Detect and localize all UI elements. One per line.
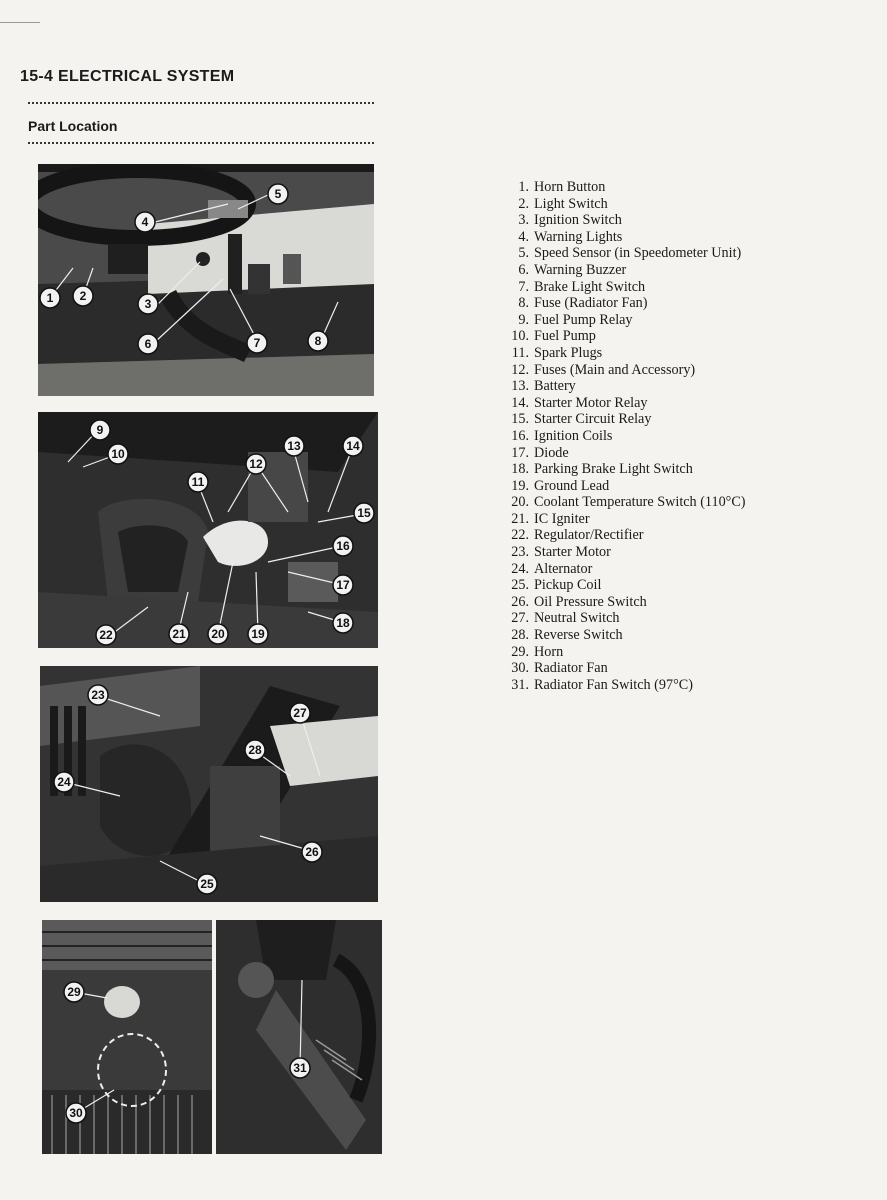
legend-number: 30. bbox=[511, 660, 529, 677]
legend-number: 16. bbox=[511, 427, 529, 444]
legend-number: 14. bbox=[511, 394, 529, 411]
callout-19 bbox=[248, 624, 268, 644]
callout-3 bbox=[138, 294, 158, 314]
legend-item bbox=[504, 312, 746, 329]
legend-label: Starter Circuit Relay bbox=[534, 411, 652, 428]
legend-item bbox=[504, 445, 746, 462]
photo-engine-side bbox=[40, 666, 378, 902]
legend-number: 26. bbox=[511, 593, 529, 610]
legend-item bbox=[504, 411, 746, 428]
legend-item bbox=[504, 295, 746, 312]
legend-label: Fuse (Radiator Fan) bbox=[534, 295, 648, 312]
legend-item bbox=[504, 494, 746, 511]
legend-label: Parking Brake Light Switch bbox=[534, 461, 693, 478]
legend-item bbox=[504, 196, 746, 213]
legend-number: 5. bbox=[518, 245, 529, 262]
legend-number: 20. bbox=[511, 494, 529, 511]
legend-label: Oil Pressure Switch bbox=[534, 593, 647, 610]
legend-number: 31. bbox=[511, 676, 529, 693]
callout-8 bbox=[308, 331, 328, 351]
legend-label: Warning Buzzer bbox=[534, 261, 627, 278]
svg-text:15: 15 bbox=[357, 506, 371, 520]
legend-number: 22. bbox=[511, 527, 529, 544]
photo-dashboard bbox=[38, 164, 374, 396]
legend-label: IC Igniter bbox=[534, 510, 590, 527]
legend-item bbox=[504, 660, 746, 677]
legend-item bbox=[504, 179, 746, 196]
legend-item bbox=[504, 610, 746, 627]
legend-number: 27. bbox=[511, 610, 529, 627]
svg-text:24: 24 bbox=[57, 775, 71, 789]
callout-18 bbox=[333, 613, 353, 633]
photo-engine-top bbox=[38, 412, 378, 648]
svg-text:19: 19 bbox=[251, 627, 265, 641]
svg-text:2: 2 bbox=[79, 289, 87, 303]
legend-label: Light Switch bbox=[534, 195, 608, 212]
legend-label: Horn Button bbox=[534, 179, 606, 195]
legend-number: 28. bbox=[511, 627, 529, 644]
legend-label: Alternator bbox=[534, 560, 593, 577]
legend-number: 21. bbox=[511, 510, 529, 527]
callout-22 bbox=[96, 625, 116, 645]
legend-item bbox=[504, 544, 746, 561]
photo-radiator-switch bbox=[216, 920, 382, 1154]
legend-label: Coolant Temperature Switch (110°C) bbox=[534, 494, 746, 511]
svg-text:14: 14 bbox=[346, 439, 360, 453]
svg-text:1: 1 bbox=[46, 291, 54, 305]
photo-radiator bbox=[42, 920, 212, 1154]
svg-text:9: 9 bbox=[96, 423, 104, 437]
callout-12 bbox=[246, 454, 266, 474]
callout-13 bbox=[284, 436, 304, 456]
svg-text:31: 31 bbox=[293, 1061, 307, 1075]
legend-number: 6. bbox=[518, 261, 529, 278]
top-rule bbox=[0, 22, 40, 23]
svg-text:6: 6 bbox=[144, 337, 152, 351]
legend-label: Horn bbox=[534, 643, 564, 660]
dotted-rule-top bbox=[28, 102, 374, 104]
legend-number: 24. bbox=[511, 560, 529, 577]
legend-label: Neutral Switch bbox=[534, 610, 620, 627]
svg-text:23: 23 bbox=[91, 688, 105, 702]
callout-26 bbox=[302, 842, 322, 862]
legend-label: Radiator Fan Switch (97°C) bbox=[534, 676, 693, 693]
legend-number: 1. bbox=[518, 179, 529, 195]
callout-21 bbox=[169, 624, 189, 644]
legend-number: 9. bbox=[518, 311, 529, 328]
legend-number: 10. bbox=[511, 328, 529, 345]
legend-item bbox=[504, 212, 746, 229]
legend-item bbox=[504, 345, 746, 362]
legend-label: Starter Motor bbox=[534, 544, 611, 561]
callout-7 bbox=[247, 333, 267, 353]
callout-16 bbox=[333, 536, 353, 556]
legend-label: Ground Lead bbox=[534, 477, 610, 494]
callout-4 bbox=[135, 212, 155, 232]
callout-20 bbox=[208, 624, 228, 644]
legend-number: 13. bbox=[511, 378, 529, 395]
callout-2 bbox=[73, 286, 93, 306]
legend-item bbox=[504, 328, 746, 345]
page-header: 15-4 ELECTRICAL SYSTEM bbox=[20, 68, 235, 85]
callout-17 bbox=[333, 575, 353, 595]
legend-label: Regulator/Rectifier bbox=[534, 527, 644, 544]
legend-item bbox=[504, 627, 746, 644]
legend-number: 7. bbox=[518, 278, 529, 295]
callout-markers bbox=[290, 1058, 310, 1078]
legend-number: 23. bbox=[511, 544, 529, 561]
legend-item bbox=[504, 561, 746, 578]
callout-9 bbox=[90, 420, 110, 440]
callout-27 bbox=[290, 703, 310, 723]
legend-label: Pickup Coil bbox=[534, 577, 602, 594]
svg-text:12: 12 bbox=[249, 457, 263, 471]
svg-text:18: 18 bbox=[336, 616, 350, 630]
legend-number: 25. bbox=[511, 577, 529, 594]
legend-item bbox=[504, 677, 746, 694]
legend-number: 2. bbox=[518, 195, 529, 212]
callout-29 bbox=[64, 982, 84, 1002]
svg-text:17: 17 bbox=[336, 578, 350, 592]
callout-24 bbox=[54, 772, 74, 792]
legend-number: 29. bbox=[511, 643, 529, 660]
legend-label: Radiator Fan bbox=[534, 660, 608, 677]
legend-item bbox=[504, 279, 746, 296]
svg-text:28: 28 bbox=[248, 743, 262, 757]
svg-text:30: 30 bbox=[69, 1106, 83, 1120]
legend-item bbox=[504, 594, 746, 611]
legend-number: 8. bbox=[518, 295, 529, 312]
svg-text:8: 8 bbox=[314, 334, 322, 348]
callout-15 bbox=[354, 503, 374, 523]
svg-text:25: 25 bbox=[200, 877, 214, 891]
svg-text:7: 7 bbox=[253, 336, 261, 350]
legend-item bbox=[504, 395, 746, 412]
legend-item bbox=[504, 577, 746, 594]
legend-label: Brake Light Switch bbox=[534, 278, 646, 295]
svg-text:16: 16 bbox=[336, 539, 350, 553]
svg-text:26: 26 bbox=[305, 845, 319, 859]
callout-5 bbox=[268, 184, 288, 204]
legend-item bbox=[504, 644, 746, 661]
legend-label: Fuel Pump bbox=[534, 328, 596, 345]
legend-label: Reverse Switch bbox=[534, 627, 623, 644]
dotted-rule-bottom bbox=[28, 142, 374, 144]
svg-text:20: 20 bbox=[211, 627, 225, 641]
legend-item bbox=[504, 229, 746, 246]
legend-label: Spark Plugs bbox=[534, 344, 603, 361]
legend-item bbox=[504, 245, 746, 262]
callout-30 bbox=[66, 1103, 86, 1123]
callout-10 bbox=[108, 444, 128, 464]
parts-legend bbox=[504, 179, 746, 693]
svg-text:13: 13 bbox=[287, 439, 301, 453]
section-title: Part Location bbox=[28, 118, 118, 134]
legend-item bbox=[504, 461, 746, 478]
legend-number: 4. bbox=[518, 228, 529, 245]
legend-label: Fuel Pump Relay bbox=[534, 311, 633, 328]
legend-number: 15. bbox=[511, 411, 529, 428]
callout-25 bbox=[197, 874, 217, 894]
legend-item bbox=[504, 527, 746, 544]
legend-label: Ignition Switch bbox=[534, 212, 622, 229]
legend-number: 3. bbox=[518, 212, 529, 229]
legend-label: Battery bbox=[534, 378, 576, 395]
legend-label: Fuses (Main and Accessory) bbox=[534, 361, 696, 378]
callout-31 bbox=[290, 1058, 310, 1078]
legend-number: 19. bbox=[511, 477, 529, 494]
svg-text:27: 27 bbox=[293, 706, 307, 720]
callout-23 bbox=[88, 685, 108, 705]
callout-28 bbox=[245, 740, 265, 760]
callout-11 bbox=[188, 472, 208, 492]
svg-text:29: 29 bbox=[67, 985, 81, 999]
legend-label: Diode bbox=[534, 444, 569, 461]
svg-text:11: 11 bbox=[191, 475, 205, 489]
legend-label: Warning Lights bbox=[534, 228, 623, 245]
svg-text:21: 21 bbox=[172, 627, 186, 641]
svg-text:3: 3 bbox=[144, 297, 152, 311]
legend-label: Starter Motor Relay bbox=[534, 394, 648, 411]
legend-number: 12. bbox=[511, 361, 529, 378]
callout-6 bbox=[138, 334, 158, 354]
legend-item bbox=[504, 262, 746, 279]
legend-number: 17. bbox=[511, 444, 529, 461]
legend-number: 18. bbox=[511, 461, 529, 478]
callout-14 bbox=[343, 436, 363, 456]
legend-label: Ignition Coils bbox=[534, 427, 613, 444]
legend-item bbox=[504, 378, 746, 395]
legend-item bbox=[504, 362, 746, 379]
legend-item bbox=[504, 478, 746, 495]
legend-item bbox=[504, 428, 746, 445]
legend-item bbox=[504, 511, 746, 528]
svg-text:22: 22 bbox=[99, 628, 113, 642]
svg-text:4: 4 bbox=[141, 215, 149, 229]
svg-text:5: 5 bbox=[274, 187, 282, 201]
legend-number: 11. bbox=[511, 344, 529, 361]
svg-text:10: 10 bbox=[111, 447, 125, 461]
callout-1 bbox=[40, 288, 60, 308]
legend-label: Speed Sensor (in Speedometer Unit) bbox=[534, 245, 742, 262]
